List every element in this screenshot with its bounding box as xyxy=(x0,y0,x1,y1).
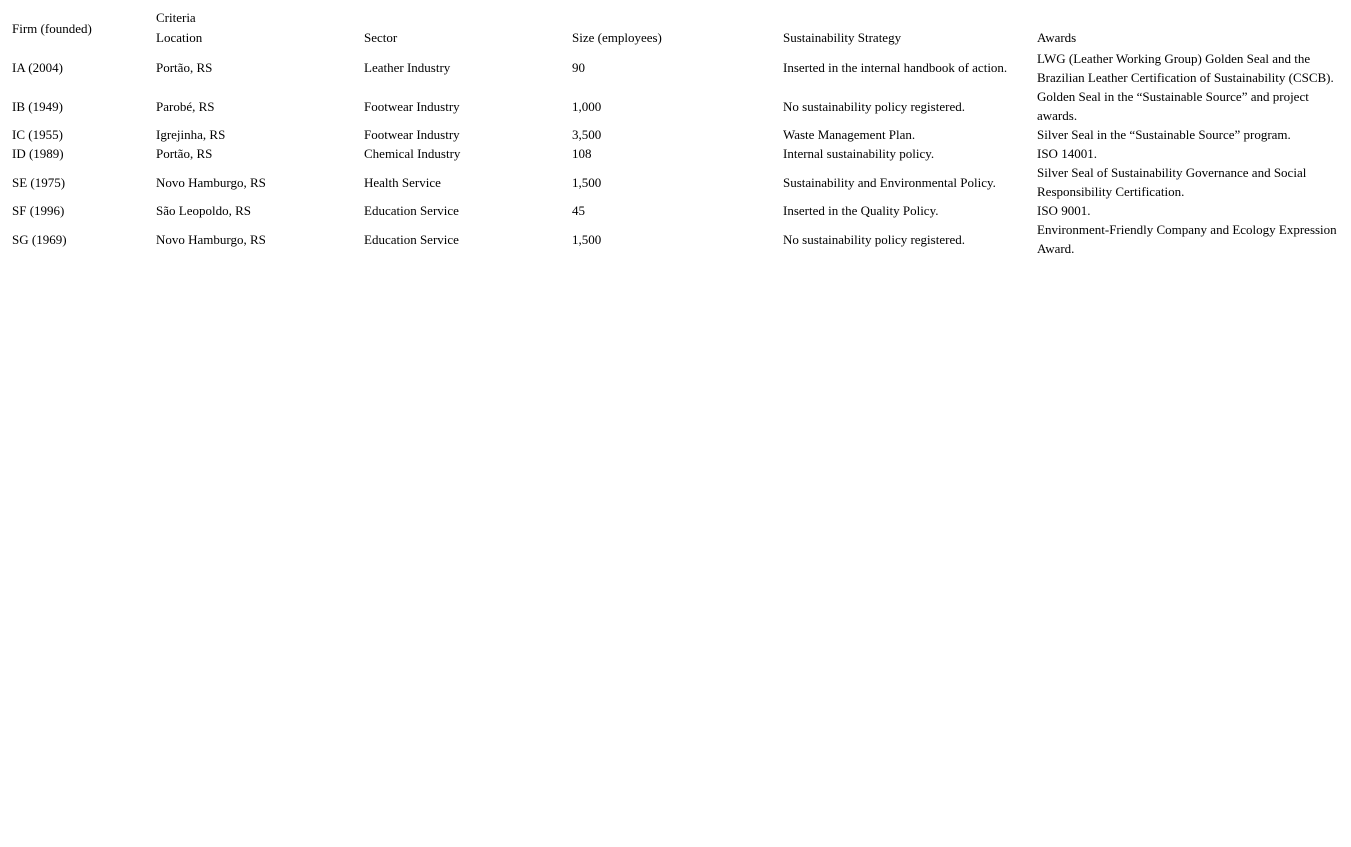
cell-location: Igrejinha, RS xyxy=(156,127,226,142)
cell-sector: Education Service xyxy=(364,231,459,247)
cell-firm: IA (2004) xyxy=(12,60,63,75)
cell-awards: Golden Seal in the “Sustainable Source” and project awards. xyxy=(1037,89,1309,123)
table-row xyxy=(8,163,1341,201)
header-strategy: Sustainability Strategy xyxy=(783,30,902,45)
table-header-row-top xyxy=(8,8,1341,27)
cell-strategy: Inserted in the internal handbook of action. xyxy=(783,60,1008,75)
cell-location: São Leopoldo, RS xyxy=(156,203,251,218)
cell-firm: IC (1955) xyxy=(12,127,63,142)
header-sector: Sector xyxy=(364,30,398,45)
cell-location: Novo Hamburgo, RS xyxy=(156,231,266,247)
cell-strategy: Inserted in the Quality Policy. xyxy=(783,203,939,218)
cell-sector: Leather Industry xyxy=(364,60,451,75)
cell-sector: Footwear Industry xyxy=(364,127,460,142)
cell-sector: Footwear Industry xyxy=(364,98,460,114)
table-row xyxy=(8,87,1341,125)
cell-awards: Environment-Friendly Company and Ecology Expression Award. xyxy=(1037,222,1337,256)
cell-firm: SG (1969) xyxy=(12,231,67,247)
header-criteria: Criteria xyxy=(156,10,196,25)
cell-size: 45 xyxy=(572,203,585,218)
cell-sector: Chemical Industry xyxy=(364,146,461,161)
firms-table xyxy=(8,8,1341,258)
table-row xyxy=(8,48,1341,87)
cell-size: 90 xyxy=(572,60,585,75)
cell-size: 3,500 xyxy=(572,127,602,142)
header-size: Size (employees) xyxy=(572,30,662,45)
header-awards: Awards xyxy=(1037,30,1077,45)
cell-sector: Education Service xyxy=(364,203,459,218)
cell-sector: Health Service xyxy=(364,174,441,190)
table-header-row-sub xyxy=(8,27,1341,48)
table-row xyxy=(8,144,1341,163)
firms-table-body xyxy=(8,8,1341,258)
table-row xyxy=(8,125,1341,144)
header-location: Location xyxy=(156,30,203,45)
cell-awards: LWG (Leather Working Group) Golden Seal and the Brazilian Leather Certification of Sustainability (CSCB). xyxy=(1037,50,1334,85)
cell-size: 108 xyxy=(572,146,592,161)
cell-firm: ID (1989) xyxy=(12,146,64,161)
cell-awards: Silver Seal of Sustainability Governance and Social Responsibility Certification. xyxy=(1037,165,1307,199)
cell-awards: ISO 14001. xyxy=(1037,146,1097,161)
cell-strategy: No sustainability policy registered. xyxy=(783,98,965,114)
cell-strategy: Waste Management Plan. xyxy=(783,127,916,142)
cell-firm: SF (1996) xyxy=(12,203,65,218)
cell-awards: ISO 9001. xyxy=(1037,203,1091,218)
cell-firm: IB (1949) xyxy=(12,98,63,114)
cell-size: 1,000 xyxy=(572,98,602,114)
cell-strategy: No sustainability policy registered. xyxy=(783,231,965,247)
table-row xyxy=(8,201,1341,220)
cell-size: 1,500 xyxy=(572,231,602,247)
cell-firm: SE (1975) xyxy=(12,174,66,190)
cell-location: Parobé, RS xyxy=(156,98,215,114)
cell-strategy: Internal sustainability policy. xyxy=(783,146,935,161)
cell-location: Portão, RS xyxy=(156,60,213,75)
cell-location: Portão, RS xyxy=(156,146,213,161)
cell-location: Novo Hamburgo, RS xyxy=(156,174,266,190)
header-firm: Firm (founded) xyxy=(12,20,92,36)
cell-awards: Silver Seal in the “Sustainable Source” program. xyxy=(1037,127,1291,142)
cell-size: 1,500 xyxy=(572,174,602,190)
table-row xyxy=(8,220,1341,258)
cell-strategy: Sustainability and Environmental Policy. xyxy=(783,174,996,190)
